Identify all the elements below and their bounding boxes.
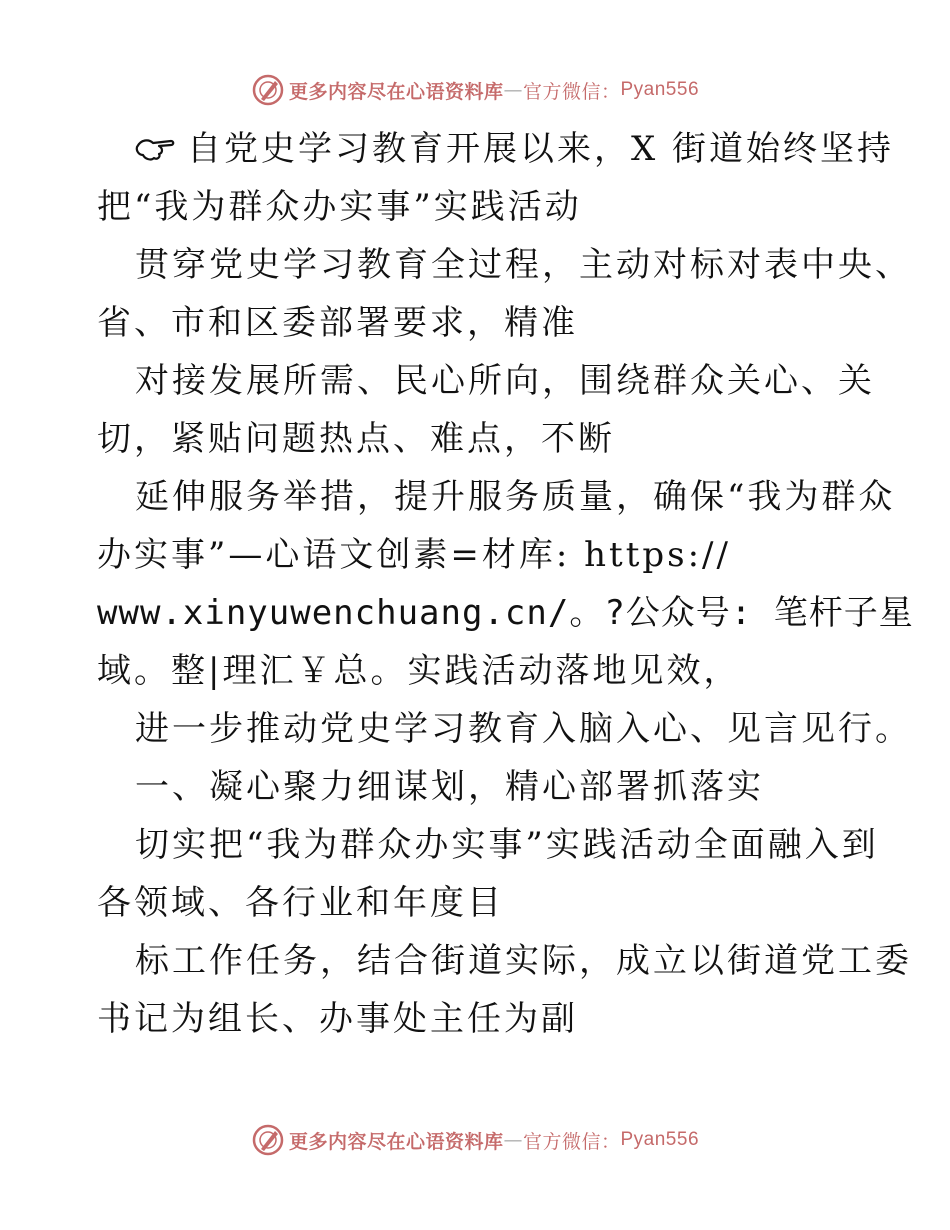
text-line-content: 自党史学习教育开展以来，X 街道始终坚持 <box>187 129 895 169</box>
text-line-content: 对接发展所需、民心所向，围绕群众关心、关 <box>135 361 875 401</box>
text-line <box>97 468 896 526</box>
text-line <box>97 700 912 758</box>
watermark-text: 更多内容尽在心语资料库 <box>288 1130 504 1153</box>
text-line <box>97 352 875 410</box>
document-body <box>97 120 914 1048</box>
text-line-content: 标工作任务，结合街道实际，成立以街道党工委 <box>135 941 912 981</box>
text-line <box>97 758 857 816</box>
watermark-separator: — <box>503 1129 523 1151</box>
text-line-content: 延伸服务举措，提升服务质量，确保“我为群众 <box>135 477 896 517</box>
header-watermark <box>0 70 950 110</box>
text-line-content: 一、凝心聚力细谋划，精心部署抓落实 <box>135 767 764 807</box>
text-line-content: 进一步推动党史学习教育入脑入心、见言见行。 <box>135 709 912 749</box>
watermark-handle: Pyan556 <box>620 1129 700 1150</box>
text-line <box>97 932 912 990</box>
text-line-content: 省、市和区委部署要求，精准 <box>97 303 578 343</box>
pointing-hand-icon <box>135 131 175 165</box>
text-line <box>97 642 857 700</box>
text-line-content: 切，紧贴问题热点、难点，不断 <box>97 419 615 459</box>
text-line <box>97 178 857 236</box>
watermark-separator: — <box>503 79 523 101</box>
text-line-content: 书记为组长、办事处主任为副 <box>97 999 578 1039</box>
text-line <box>97 410 857 468</box>
text-line-content: 切实把“我为群众办实事”实践活动全面融入到 <box>135 825 879 865</box>
watermark-official-label: 官方微信： <box>522 80 621 103</box>
footer-watermark <box>0 1120 950 1160</box>
text-line-content: 把“我为群众办实事”实践活动 <box>97 187 582 227</box>
text-line <box>97 236 912 294</box>
logo-icon <box>251 73 285 107</box>
text-line-content: 贯穿党史学习教育全过程，主动对标对表中央、 <box>135 245 912 285</box>
text-line <box>97 584 914 642</box>
text-line <box>97 816 879 874</box>
watermark-text: 更多内容尽在心语资料库 <box>288 80 504 103</box>
text-line <box>97 294 857 352</box>
text-line <box>97 526 857 584</box>
logo-icon <box>251 1123 285 1157</box>
text-line <box>97 990 857 1048</box>
text-line-content: 域。整|理汇￥总。实践活动落地见效， <box>97 651 741 691</box>
watermark-official-label: 官方微信： <box>522 1130 621 1153</box>
text-line-content: www.xinyuwenchuang.cn/。?公众号: 笔杆子星 <box>97 593 914 633</box>
text-line <box>97 874 857 932</box>
watermark-handle: Pyan556 <box>620 79 700 100</box>
text-line-content: 办实事”—心语文创素=材库: https:// <box>97 535 731 575</box>
text-line-content: 各领域、各行业和年度目 <box>97 883 504 923</box>
text-line <box>97 120 895 178</box>
